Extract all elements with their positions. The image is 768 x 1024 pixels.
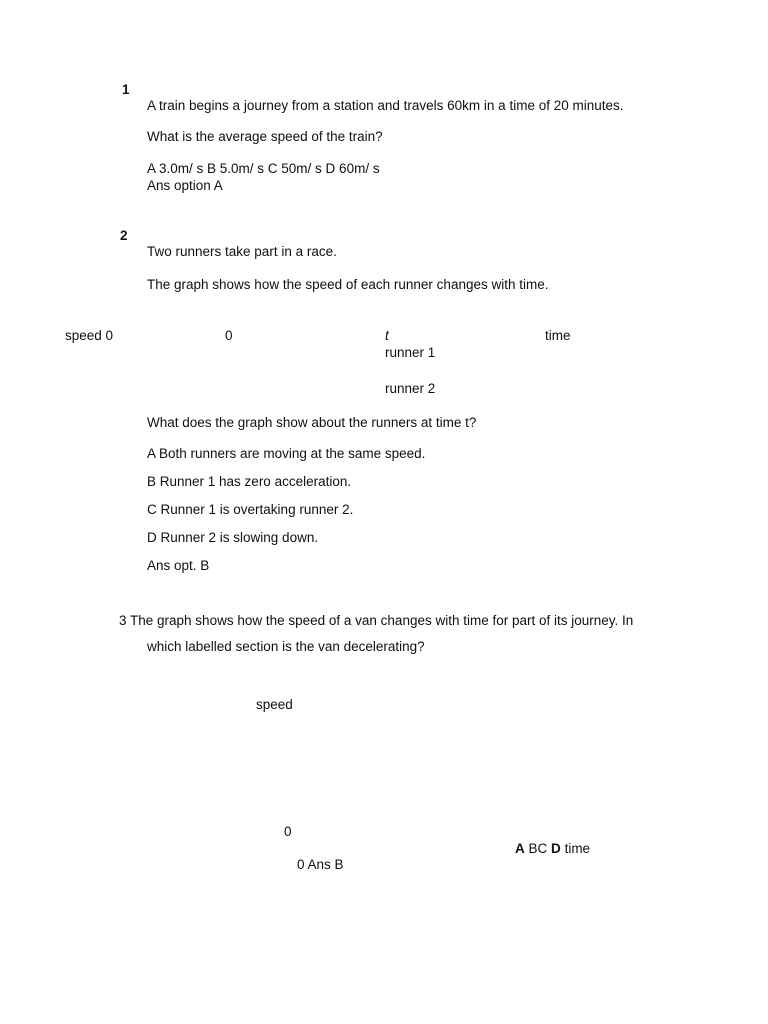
graph-3-section-labels [515,841,590,857]
graph-2-runner-2-label: runner 2 [385,381,436,396]
question-1-answer: Ans option A [147,178,223,193]
question-3-origin-answer: 0 Ans B [297,857,344,872]
question-2-intro: Two runners take part in a race. [147,244,337,259]
question-3-line-1: 3 The graph shows how the speed of a van changes with time for part of its journey. In [119,613,634,628]
graph-3-y-label: speed [256,697,293,712]
question-2-answer: Ans opt. B [147,558,210,573]
graph-2-runner-1-label: runner 1 [385,345,436,360]
question-2-option-c: C Runner 1 is overtaking runner 2. [147,502,354,517]
graph-2-t-mark: t [385,328,389,343]
question-3-line-2: which labelled section is the van decelerating? [147,639,425,654]
question-2-option-d: D Runner 2 is slowing down. [147,530,319,545]
graph-3-section-a: A [515,841,525,856]
question-1-options: A 3.0m/ s B 5.0m/ s C 50m/ s D 60m/ s [147,161,380,176]
question-1-prompt: What is the average speed of the train? [147,129,383,144]
graph-2-x-label: time [545,328,571,343]
question-2-option-a: A Both runners are moving at the same speed. [147,446,426,461]
question-2-option-b: B Runner 1 has zero acceleration. [147,474,352,489]
graph-3-section-d: D [551,841,561,856]
question-2-graph-intro: The graph shows how the speed of each runner changes with time. [147,277,549,292]
graph-3-x-label: time [564,841,591,856]
graph-2-y-label: speed 0 [65,328,114,343]
graph-2-origin: 0 [225,328,233,343]
question-2-prompt: What does the graph show about the runners at time t? [147,415,477,430]
graph-3-zero: 0 [284,824,292,839]
question-2-number: 2 [120,228,128,243]
question-1-text: A train begins a journey from a station and travels 60km in a time of 20 minutes. [147,98,624,113]
question-1-number: 1 [122,82,130,97]
graph-3-section-bc: BC [528,841,548,856]
